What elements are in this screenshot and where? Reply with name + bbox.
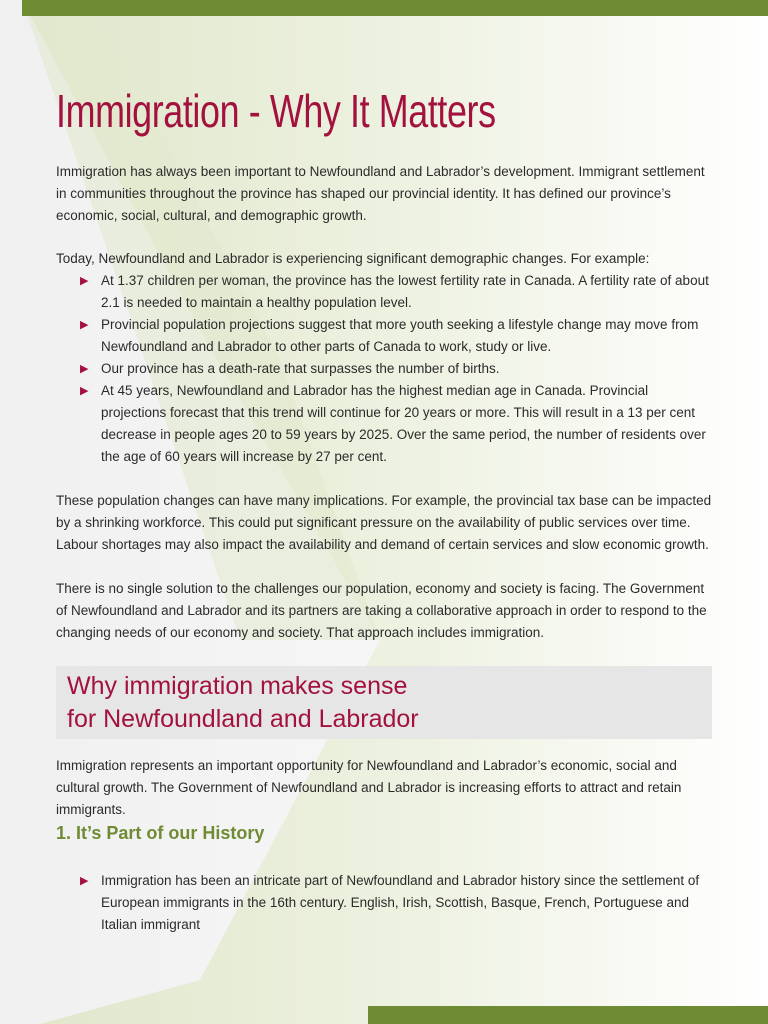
bottom-accent-bar (368, 1006, 768, 1024)
callout-heading-line2: for Newfoundland and Labrador (67, 705, 419, 733)
arrow-bullet-icon: ▶ (80, 385, 89, 397)
arrow-bullet-icon: ▶ (80, 363, 89, 375)
list-item-text: At 1.37 children per woman, the province has the lowest fertility rate in Canada. A fertility rate of about 2.1 is needed to maintain a healthy population level. (101, 273, 709, 310)
arrow-bullet-icon: ▶ (80, 275, 89, 287)
callout-box (56, 666, 712, 739)
list-item-text: Immigration has been an intricate part of Newfoundland and Labrador history since the settlement of European immigrants in the 16th century. English, Irish, Scottish, Basque, French, Portuguese and Italian immigrant (101, 873, 700, 932)
list-item (56, 358, 712, 380)
list-item (56, 870, 712, 936)
list-item-text: At 45 years, Newfoundland and Labrador has the highest median age in Canada. Provincial projections forecast that this trend will continue for 20 years or more. This will result in a 13 per cent decrease in people ages 20 to 59 years by 2025. Over the same period, the number of residents over the age of 60 years will increase by 27 per cent. (101, 383, 706, 464)
demographic-bullet-list (56, 270, 712, 468)
list-item (56, 270, 712, 314)
list-item (56, 380, 712, 468)
page-title: Immigration - Why It Matters (56, 85, 496, 137)
implications-paragraph: These population changes can have many implications. For example, the provincial tax base can be impacted by a shrinking workforce. This could put significant pressure on the availability of public services over time. Labour shortages may also impact the availability and demand of certain services and slow economic growth. (56, 493, 712, 552)
arrow-bullet-icon: ▶ (80, 875, 89, 887)
section-heading: 1. It’s Part of our History (56, 823, 265, 843)
today-paragraph: Today, Newfoundland and Labrador is experiencing significant demographic changes. For example: (56, 251, 650, 266)
arrow-bullet-icon: ▶ (80, 319, 89, 331)
solution-paragraph: There is no single solution to the challenges our population, economy and society is facing. The Government of Newfoundland and Labrador and its partners are taking a collaborative approach in order to respond to the changing needs of our economy and society. That approach includes immigration. (56, 581, 707, 640)
history-bullet-list (56, 870, 712, 936)
intro-paragraph: Immigration has always been important to Newfoundland and Labrador’s development. Immigrant settlement in communities throughout the province has shaped our provincial identity. It has defined our province’s economic, social, cultural, and demographic growth. (56, 164, 705, 223)
list-item-text: Provincial population projections suggest that more youth seeking a lifestyle change may move from Newfoundland and Labrador to other parts of Canada to work, study or live. (101, 317, 699, 354)
opportunity-paragraph: Immigration represents an important opportunity for Newfoundland and Labrador’s economic, social and cultural growth. The Government of Newfoundland and Labrador is increasing efforts to attract and retain immigrants. (56, 758, 682, 817)
list-item (56, 314, 712, 358)
top-accent-bar (22, 0, 768, 16)
callout-heading (67, 670, 419, 736)
list-item-text: Our province has a death-rate that surpasses the number of births. (101, 361, 500, 376)
callout-heading-line1: Why immigration makes sense (67, 672, 408, 700)
